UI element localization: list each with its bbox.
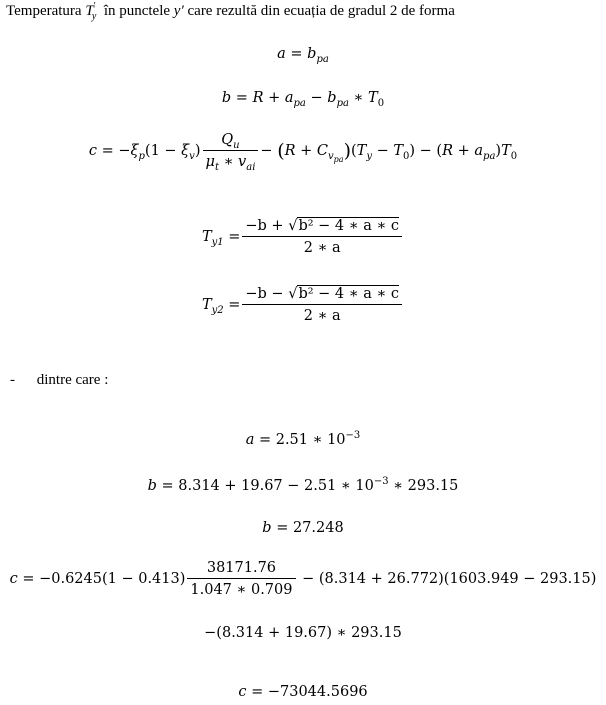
c-definition-fraction: $\frac{Q_u}{\mu_t ∗ v_{ai}}$ [203, 132, 259, 170]
equation-c-calculation: c = −0.6245(1 − 0.413) $\frac{38171.76}{1.047 ∗ 0.709}$ − (8.314 + 26.772)(1603.949 − 293.15) [9, 560, 597, 598]
list-bullet: - [10, 372, 15, 388]
equation-a-value: a = 2.51 ∗ $10^{-3}$ [245, 430, 361, 448]
equation-c-calculation-line2: −(8.314 + 19.67) ∗ 293.15 [204, 625, 402, 641]
list-item-text: dintre care : [36, 372, 109, 388]
equation-b-calculation: b = 8.314 + 19.67 − 2.51 ∗ $10^{-3}$ ∗ 293.15 [147, 476, 459, 494]
ty2-fraction: $\frac{\text{−b − √b² − 4 ∗ a ∗ c}}{2 ∗ a}$ [242, 286, 402, 324]
equation-ty1: $T_{y1}$ = $\frac{\text{−b + √b² − 4 ∗ a ∗ c}}{2 ∗ a}$ [0, 218, 606, 256]
c-calculation-fraction: $\frac{38171.76}{1.047 ∗ 0.709}$ [187, 560, 295, 598]
equation-a-definition: $a = b_{pa}$ [277, 46, 329, 65]
equation-b-definition: $b = R + a_{pa} - b_{pa}$ ∗ $T_0$ [221, 90, 385, 109]
ty1-fraction: $\frac{\text{−b + √b² − 4 ∗ a ∗ c}}{2 ∗ a}$ [242, 218, 402, 256]
list-item [10, 372, 108, 389]
equation-c-definition: $c = -\xi_p(1 - \xi_v)$ $\frac{Q_u}{\mu_t ∗ v_{ai}}$ − $(R + C_{v_{pa}})(T_y - T_0) - (R + a_{pa})T_0$ [88, 132, 518, 173]
intro-text: Temperatura $T'_y$ în punctele y′ care rezultă din ecuația de gradul 2 de forma [6, 1, 455, 22]
equation-b-value: b = 27.248 [262, 520, 344, 536]
equation-ty2: $T_{y2}$ = $\frac{\text{−b − √b² − 4 ∗ a ∗ c}}{2 ∗ a}$ [0, 286, 606, 324]
equation-c-value: c = −73044.5696 [238, 684, 368, 700]
